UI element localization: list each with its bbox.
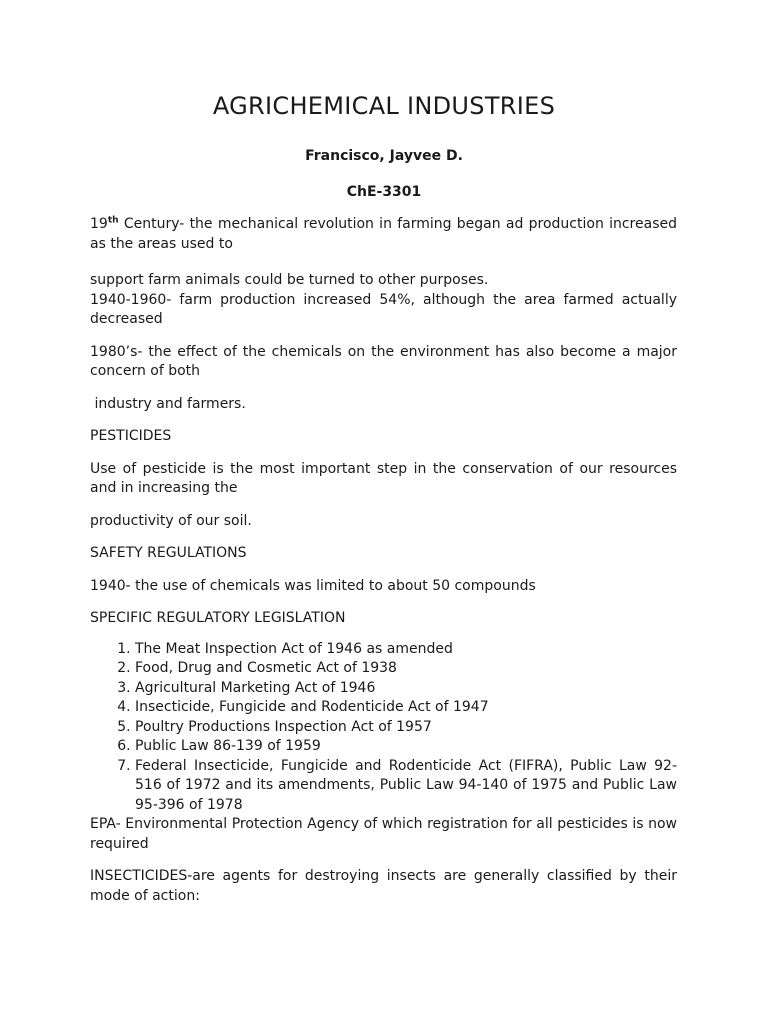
list-item: 3. Agricultural Marketing Act of 1946 xyxy=(135,679,677,699)
paragraph-industry-farmers: industry and farmers. xyxy=(90,395,246,412)
list-item: 1. The Meat Inspection Act of 1946 as amended xyxy=(135,640,677,660)
document-title: AGRICHEMICAL INDUSTRIES xyxy=(212,92,556,120)
document-body xyxy=(90,215,677,906)
paragraph-1980s: 1980’s- the effect of the chemicals on the environment has also become a major concern of both xyxy=(90,343,677,379)
legislation-list xyxy=(90,640,677,816)
paragraph-1940-chemicals: 1940- the use of chemicals was limited to about 50 compounds xyxy=(90,577,536,594)
list-item: 4. Insecticide, Fungicide and Rodenticide Act of 1947 xyxy=(135,698,677,718)
paragraph-pesticide-use: Use of pesticide is the most important step in the conservation of our resources and in increasing the xyxy=(90,460,677,496)
century-text: Century- the mechanical revolution in farming began ad production increased as the areas used to xyxy=(90,216,677,252)
author-name: Francisco, Jayvee D. xyxy=(305,148,463,164)
course-code: ChE-3301 xyxy=(346,184,422,200)
list-item: 2. Food, Drug and Cosmetic Act of 1938 xyxy=(135,659,677,679)
list-item: 6. Public Law 86-139 of 1959 xyxy=(135,737,677,757)
heading-pesticides: PESTICIDES xyxy=(90,428,172,444)
paragraph-soil-productivity: productivity of our soil. xyxy=(90,512,252,529)
paragraph-epa: EPA- Environmental Protection Agency of which registration for all pesticides is now required xyxy=(90,816,677,852)
heading-safety-regulations: SAFETY REGULATIONS xyxy=(90,545,247,561)
heading-specific-legislation: SPECIFIC REGULATORY LEGISLATION xyxy=(90,610,346,626)
paragraph-farm-animals: support farm animals could be turned to other purposes. xyxy=(90,272,489,288)
century-ordinal: th xyxy=(107,215,119,226)
paragraph-insecticides: INSECTICIDES-are agents for destroying insects are generally classified by their mode of action: xyxy=(90,868,677,904)
list-item: 5. Poultry Productions Inspection Act of 1957 xyxy=(135,718,677,738)
paragraph-19th-century xyxy=(90,215,677,254)
century-number: 19 xyxy=(90,216,108,232)
list-item: 7. Federal Insecticide, Fungicide and Rodenticide Act (FIFRA), Public Law 92-516 of 1972 and its amendments, Public Law 94-140 of 1975 and Public Law 95-396 of 1978 xyxy=(135,757,677,816)
paragraph-1940-1960: 1940-1960- farm production increased 54%, although the area farmed actually decreased xyxy=(90,291,677,327)
